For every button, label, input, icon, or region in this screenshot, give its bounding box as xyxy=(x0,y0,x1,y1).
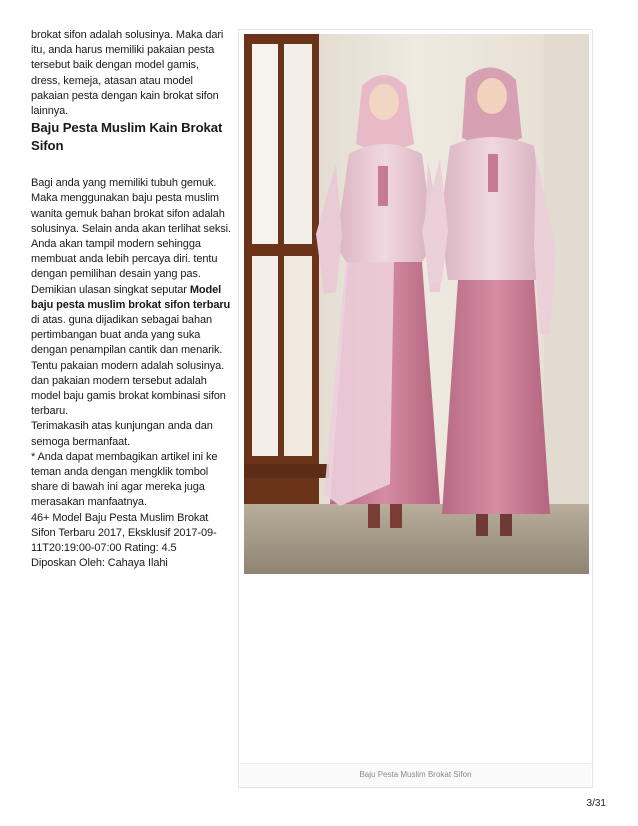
window xyxy=(244,34,329,504)
closing-keyword: Model baju pesta muslim brokat sifon terbaru xyxy=(31,283,231,311)
share-note: * Anda dapat membagikan artikel ini ke teman anda dengan mengklik tombol share di bawah ini agar mereka juga merasakan manfaatnya. xyxy=(31,450,218,509)
figure-frame xyxy=(238,29,593,788)
page-number: 3/31 xyxy=(586,798,606,809)
floor xyxy=(244,504,589,574)
fashion-photo xyxy=(244,34,589,574)
thanks-text: Terimakasih atas kunjungan anda dan semoga bermanfaat. xyxy=(31,420,213,448)
post-meta: 46+ Model Baju Pesta Muslim Brokat Sifon Terbaru 2017, Eksklusif 2017-09-11T20:19:00-07:00 Rating: 4.5 xyxy=(31,511,217,555)
figure-caption: Baju Pesta Muslim Brokat Sifon xyxy=(240,763,591,786)
photo-illustration xyxy=(244,34,589,574)
body-paragraph: Bagi anda yang memiliki tubuh gemuk. Maka menggunakan baju pesta muslim wanita gemuk bahan brokat sifon adalah solusinya. Selain anda akan terlihat seksi. Anda akan tampil modern sehingga membuat anda lebih percaya diri. tentu dengan pemilihan desain yang pas. xyxy=(31,177,231,281)
closing-text-start: Demikian ulasan singkat seputar xyxy=(31,283,190,296)
article-column xyxy=(31,28,231,572)
posted-by: Diposkan Oleh: Cahaya Ilahi xyxy=(31,557,168,570)
closing-text-end: di atas. guna dijadikan sebagai bahan pertimbangan buat anda yang suka dengan penampilan cantik dan menarik. Tentu pakaian modern adalah solusinya. dan pakaian modern tersebut adalah model baju gamis brokat kombinasi sifon terbaru. xyxy=(31,314,226,418)
closing-paragraph xyxy=(31,283,231,420)
section-heading: Baju Pesta Muslim Kain Brokat Sifon xyxy=(31,120,223,154)
intro-paragraph: brokat sifon adalah solusinya. Maka dari itu, anda harus memiliki pakaian pesta tersebut baik dengan model gamis, dress, kemeja, atasan atau model pakaian pesta dengan kain brokat sifon lainnya. xyxy=(31,29,224,118)
